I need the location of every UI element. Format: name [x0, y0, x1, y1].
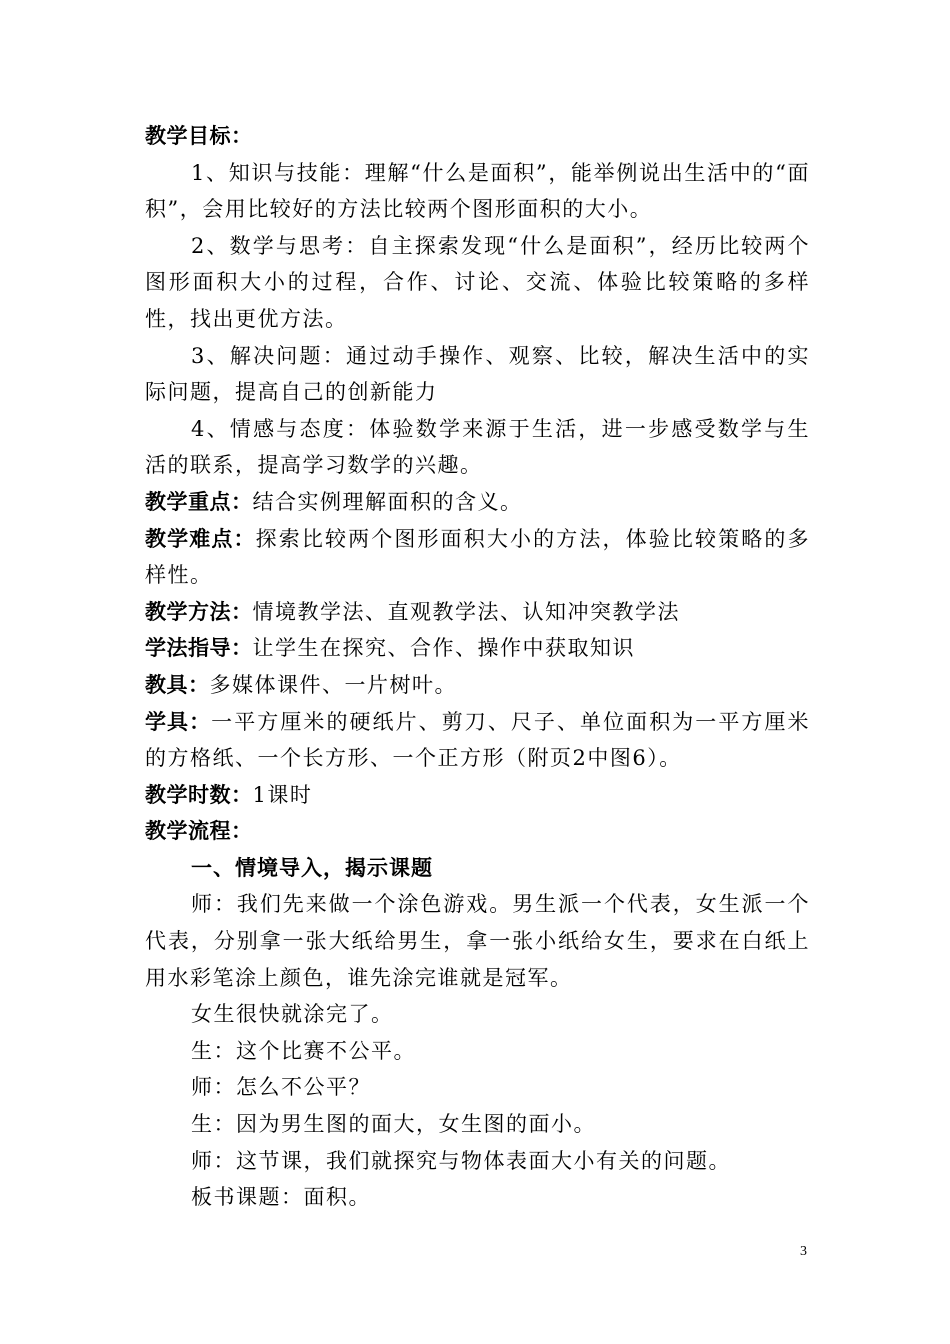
key-point	[145, 484, 810, 521]
learning-guide	[145, 630, 810, 667]
methods	[145, 594, 810, 631]
learning-guide-text: 让学生在探究、合作、操作中获取知识	[252, 636, 635, 661]
difficulty-label: 教学难点：	[145, 526, 256, 551]
objective-item: 2、数学与思考：自主探索发现“什么是面积”，经历比较两个图形面积大小的过程，合作、讨论、交流、体验比较策略的多样性，找出更优方法。	[145, 233, 810, 331]
dialogue-paragraph: 师：我们先来做一个涂色游戏。男生派一个代表，女生派一个代表，分别拿一张大纸给男生，拿一张小纸给女生，要求在白纸上用水彩笔涂上颜色，谁先涂完谁就是冠军。	[145, 892, 810, 990]
key-point-label: 教学重点：	[145, 489, 253, 514]
methods-label: 教学方法：	[145, 599, 253, 624]
objective-item: 1、知识与技能：理解“什么是面积”，能举例说出生活中的“面积”，会用比较好的方法比较两个图形面积的大小。	[145, 160, 810, 222]
teaching-aids-label: 教具：	[145, 672, 210, 697]
dialogue-paragraph: 女生很快就涂完了。	[191, 1002, 394, 1027]
dialogue-paragraph: 生：因为男生图的面大，女生图的面小。	[191, 1112, 596, 1137]
dialogue-paragraph: 生：这个比赛不公平。	[191, 1038, 416, 1063]
section-title: 一、情境导入，揭示课题	[191, 855, 433, 880]
teaching-hours-label: 教学时数：	[145, 782, 253, 807]
dialogue-paragraph: 师：这节课，我们就探究与物体表面大小有关的问题。	[191, 1148, 731, 1173]
page-number: 3	[800, 1244, 807, 1259]
process-heading: 教学流程：	[145, 819, 253, 844]
teaching-hours	[145, 777, 810, 814]
document-body	[145, 118, 810, 1216]
teaching-aids-text: 多媒体课件、一片树叶。	[209, 672, 457, 697]
difficulty-text: 探索比较两个图形面积大小的方法，体验比较策略的多样性。	[145, 526, 810, 588]
teaching-aids	[145, 667, 810, 704]
objective-item: 4、情感与态度：体验数学来源于生活，进一步感受数学与生活的联系，提高学习数学的兴趣。	[145, 416, 810, 478]
teaching-hours-text: 1课时	[252, 782, 313, 807]
dialogue-paragraph: 板书课题：面积。	[191, 1185, 371, 1210]
key-point-text: 结合实例理解面积的含义。	[252, 489, 523, 514]
student-aids-label: 学具：	[145, 709, 212, 734]
methods-text: 情境教学法、直观教学法、认知冲突教学法	[252, 599, 680, 624]
objectives-heading: 教学目标：	[145, 124, 253, 148]
student-aids	[145, 704, 810, 777]
learning-guide-label: 学法指导：	[145, 636, 253, 661]
objective-item: 3、解决问题：通过动手操作、观察、比较，解决生活中的实际问题，提高自己的创新能力	[145, 343, 810, 405]
student-aids-text: 一平方厘米的硬纸片、剪刀、尺子、单位面积为一平方厘米的方格纸、一个长方形、一个正方形（附页2中图6）。	[145, 709, 811, 771]
dialogue-paragraph: 师：怎么不公平？	[191, 1075, 371, 1100]
difficulty	[145, 521, 810, 594]
